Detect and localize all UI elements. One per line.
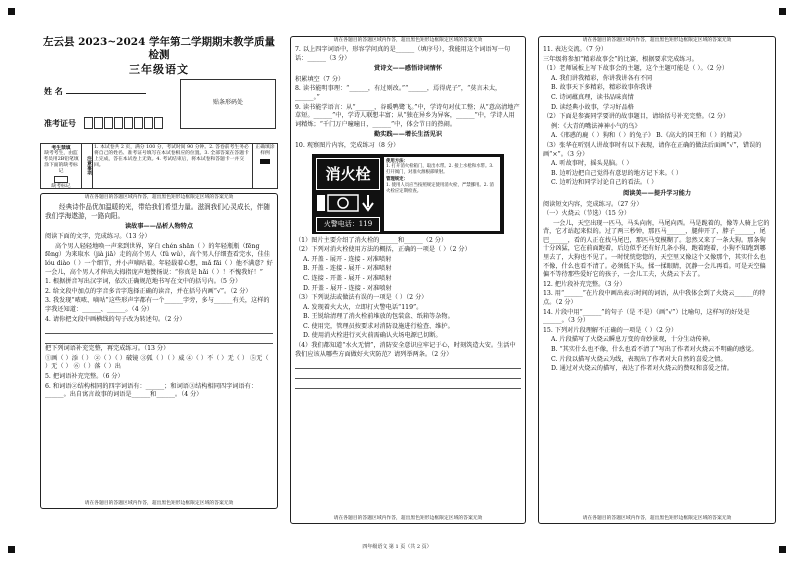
question-14: 14. 片段中用“______”的句子（是 不是）（画“√”）比喻句，这样写的好处是______。（3 分）: [543, 308, 750, 325]
sample-mark: [260, 159, 270, 164]
question-10-2: （2）下列对消火栓使用方法的概括，正确的一项是（ ）（2 分）: [295, 246, 471, 254]
option-c: C. 连接 - 开盖 - 展开 - 对准喷射: [303, 274, 392, 282]
answer-area-one: [40, 193, 278, 509]
question-11: 11. 表达交流。（7 分）: [543, 46, 608, 53]
name-field[interactable]: [66, 93, 146, 94]
warning-bottom: 请在各题目的答题区域内作答，超出黑色矩形边框限定区域的答案无效: [333, 516, 483, 521]
column-two: [290, 36, 526, 521]
question-4: 4. 请你把文段中画横线的句子改为转述句。（2 分）: [45, 315, 186, 323]
reading-intro: 阅读短文内容，完成练习。（27 分）: [543, 200, 643, 208]
intro-poem: 经典诗作品优加温暖的光，带给我们希望力量。滋润我们心灵成长，伴随我们学海遨游，一路向阳。: [45, 202, 270, 220]
option-b: B. 王锐给清理了消火栓前堆放的包装盒、纸箱等杂物。: [303, 313, 454, 321]
fill-intro: 把下列词语补充完整，再完成练习。（13 分）: [45, 345, 170, 353]
question-5: 5. 把词语补充完整。（6 分）: [45, 372, 124, 380]
answer-line[interactable]: [295, 360, 521, 369]
question-1: 1. 根据拼音写出汉字词，依次正确规范地书写在文中的括号内。（5 分）: [45, 278, 242, 286]
management-title: 管理规定：: [386, 177, 408, 183]
section-heading: 勤实践——增长生活见识: [373, 131, 443, 139]
name-label: 姓 名: [44, 85, 63, 96]
answer-line[interactable]: [45, 335, 273, 344]
option-c: C. 边听边和同学讨论自己的看法。（ ）: [551, 179, 658, 187]
option-b: B. 故事天下多精彩，精彩故事你我讲: [551, 84, 653, 92]
option-a: A. 发现着火大火，立即打火警电话“119”。: [303, 303, 423, 311]
question-12: 12. 把片段补充完整。（3 分）: [543, 280, 626, 288]
question-3: 3. 我发现“哝哝、嘀咕”这些形声字都有一个______字旁，多与______有关，这样的字我还知道：______、______。（4 分）: [45, 297, 270, 313]
fire-phone: 火警电话：119: [316, 217, 380, 232]
option-c: C. 使用完，管理员按要求对消防设施进行检查、维护。: [303, 322, 454, 330]
exam-subject: 三年级语文: [129, 63, 189, 76]
option-d: D. 读经典小故事，学习好品格: [551, 103, 634, 111]
question-10-3: （3）下列说法或做法有误的一项是（ ）（2 分）: [295, 294, 428, 302]
option-d: D. 开盖 - 展开 - 连接 - 对准喷射: [303, 284, 392, 292]
absent-label: 缺考标记: [51, 183, 71, 189]
option-a: A. 开盖 - 展开 - 连接 - 对准喷射: [303, 255, 392, 263]
word-blanks: ①画（ ）添（ ） ②（ ）（ ）破镜 ③狐（ ）（ ）威 ④（ ）不（ ）无（ ） ⑤无（ ）无（ ） ⑥（ ）落（ ）出: [45, 354, 269, 371]
answer-line[interactable]: [295, 370, 521, 379]
usage-title: 使用方法：: [386, 158, 408, 164]
warning-bottom: 请在各题目的答题区域内作答，超出黑色矩形边框限定区域的答案无效: [582, 516, 732, 521]
section-heading: 读故事——品析人物特点: [124, 222, 194, 230]
absent-box[interactable]: [54, 176, 68, 183]
barcode-area: [180, 79, 276, 129]
question-13: 13. 用“______”在片段中画出表示时间的词语，从中我体会到了火烧云______的特点。（2 分）: [543, 290, 766, 307]
attention-text: 1. 本试卷共 2 页，满分 100 分，考试时间 90 分钟。2. 答卷前考生务必将自己的姓名、准考证号填写在本试卷相应的位置。3. 全部答案在答题卡上完成，答在本试卷上无效。4. 考试结束后，将本试卷和答题卡一并交回。: [93, 144, 253, 188]
notice-text: 缺考考生，由监考员用2B铅笔填涂下面的缺考标记: [43, 150, 79, 174]
question-7: 7. 以上四字词语中，形容学问真的是______（填序号），我能用这个词语写一句话：______（3 分）: [295, 46, 511, 62]
option-b: B. 开盖 - 连接 - 展开 - 对准喷射: [303, 265, 392, 273]
reading-intro: 阅读下面的文字，完成练习。（13 分）: [45, 233, 151, 241]
warning-bottom: 请在各题目的答题区域内作答，超出黑色矩形边框限定区域的答案无效: [84, 500, 234, 506]
warning-top: 请在各题目的答题区域内作答，超出黑色矩形边框限定区域的答案无效: [84, 194, 234, 200]
question-8: 8. 读书能明事理：“______，有过则改。”“______，焉得虎子”，“莫言未太，______。”: [295, 85, 502, 101]
section-heading: 赏诗文——感悟诗词情怀: [373, 65, 443, 73]
column-three: [538, 36, 776, 521]
corner-mark: [8, 8, 15, 15]
answer-line[interactable]: [295, 380, 521, 389]
question-6: 6. 和词语②结构相同的四字词语有：______；和词语③结构相同四字词语有：______。出自寓言故事的词语是______和______。（4 分）: [45, 382, 258, 399]
barcode-label: 贴条形码处: [212, 99, 243, 107]
page-footer: 四年级语文 第 1 页（共 2 页）: [362, 544, 432, 550]
answer-area-two: [290, 36, 526, 524]
option-c: C. 片段以描写火烧云为线，表现出了作者对大自然的喜爱之情。: [551, 355, 727, 363]
question-11-3: （3）张华在听别人讲故事时有以下表现，请你在正确的做法后面画“√”，错误的画“×”。（3 分）: [543, 141, 762, 158]
id-label: 准考证号: [44, 117, 76, 128]
question-10-4: （4）我们都知道“水火无情”，消防安全意识应牢记于心，时刻筑造大安。生活中我们应该从哪些方面做好火灾防范？请列举两条。（2 分）: [295, 342, 516, 358]
management-text: 1. 使用人员应当按照规定使用消火栓，严禁挪用。2. 消火栓应定期检查。: [386, 182, 494, 194]
option-c: C. 诗词蕴真理，读书品味真情: [551, 93, 634, 101]
passage-title: （一）火烧云（节选）（15 分）: [543, 210, 631, 218]
passage-text: 一会儿，天空出现一匹马，马头向南，马尾向西。马是跪着的，像等人骑上它的背，它才站起来似的。过了两三秒钟，那匹马______，腿伸开了，脖子______，尾巴______，看的人正在找马尾巴，那匹马变模糊了。忽然又来了一条大狗。那条狗十分凶猛，它在前面跑着，后边似乎还有好几条小狗，跑着跑着，小狗不知跑到哪里去了，大狗也不见了。一时恍恍惚惚的，天空里又像这个又像那个，其实什么也不像，什么也看不清了。必须低下头，揉一揉眼睛，沉静一会儿再看。可是天空偏偏不等待那些爱好它的孩子，一会儿工夫，火烧云下去了。: [543, 219, 770, 279]
question-11-2: （2）下面是参赛同学要讲的故事题目，请给括号补充完整。（2 分）: [543, 113, 730, 121]
warning-top: 请在各题目的答题区域内作答，超出黑色矩形边框限定区域的答案无效: [582, 38, 732, 43]
question-2: 2. 给文段中加点的字音多音字选择正确的读音，并在括号内画“√”。（2 分）: [45, 287, 252, 295]
option-a: A. 听故事时，摇头晃脑。（ ）: [551, 160, 633, 168]
option-a: A. 片段描写了火烧云瞬息万变的奇妙景观，十分生动传神。: [551, 336, 715, 344]
column-one: [40, 36, 278, 516]
exam-sheet: [8, 8, 786, 553]
attention-label: 注意事项: [82, 144, 93, 188]
option-a: A. 我们讲我精彩，你讲我讲各有不同: [551, 74, 653, 82]
id-boxes[interactable]: [84, 117, 164, 129]
notice-panel: [40, 143, 278, 189]
section-heading: 阅读美——提升学习能力: [622, 189, 692, 197]
option-b: B. 边听边把自己觉得有意思的地方记下来。（ ）: [551, 169, 683, 177]
question-11-2-example: 例：《大青的嘴法神神小气的鸟》: [551, 122, 641, 130]
question-10: 10. 观察图片内容，完成练习（8 分）: [295, 141, 400, 149]
sign-title: 消火栓: [316, 158, 380, 190]
option-d: D. 使用消火栓进行灭火前需确认火场电源已切断。: [303, 332, 442, 340]
sample-label: 正确填涂样例: [255, 144, 275, 156]
story-text: 高个男人轻轻地唤一声来到世界，穿白 chén shān（ ）的年轻瓶瓶（fēng fēng）为来取水（jià jiā）走的高个男人（fǔ wǔ），高个男人仔细查看完水，佳佳 lóu diào（ ）一个细节，并小声嘀咕着。年轻载着心想，mǎ fāi（ ）他不满意？好一会儿，高个男人才伸出大拇指庞声地赞扬说：“你真是 hǎi（ ）！不愧我好！”: [45, 242, 273, 276]
question-15: 15. 下列对片段理解不正确的一项是（ ）（2 分）: [543, 326, 678, 334]
notice-title: 考生禁填: [51, 144, 71, 151]
hydrant-sign: [312, 154, 504, 234]
exam-title: 左云县 2023~2024 学年第二学期期末教学质量检测: [42, 36, 276, 61]
option-b: B. “其实什么也不像，什么也看不清了”写出了作者对火烧云不明确的感觉。: [551, 346, 758, 353]
warning-top: 请在各题目的答题区域内作答，超出黑色矩形边框限定区域的答案无效: [333, 38, 483, 43]
question-11-1: （1）老师展板上写下故事会的主题，这个主题可能是（ ）。（2 分）: [543, 65, 729, 73]
hydrant-icon: [316, 192, 378, 214]
question-11-intro: 三年级将参加“精彩故事会”的比赛，根据要求完成练习。: [543, 55, 698, 63]
question-9: 9. 读书能学语言：从“______，谷暖鸭鹭飞。”中，学诗句对仗工整；从“意高清地产草短。______”中，学诗人联想丰富；从“独在异乡为异客，______”中，学诗人用词精炼；“千门万户曈曈日，______”中，体会节日的热闹。: [295, 103, 520, 128]
sign-instructions: [384, 157, 500, 231]
question-11-2-items: A.《邢惑的鹿（ ）狗和（ ）的兔子》 B.《高大的国王和（ ）的精灵》: [551, 132, 746, 140]
answer-area-three: [538, 36, 776, 524]
answer-line[interactable]: [45, 325, 273, 334]
option-d: D. 通过对火烧云的描写，表达了作者对火烧云的赞叹和喜爱之情。: [551, 365, 733, 373]
question-10-1: （1）图片主要介绍了消火栓的______和______（2 分）: [295, 236, 448, 244]
fill-intro: 积累填空（7 分）: [295, 75, 345, 83]
usage-text: 1. 打开消火栓箱门，取出水带。2. 接上水枪和水带。3. 打开阀门，对准火源根部喷射。: [386, 164, 494, 175]
corner-mark: [779, 8, 786, 15]
